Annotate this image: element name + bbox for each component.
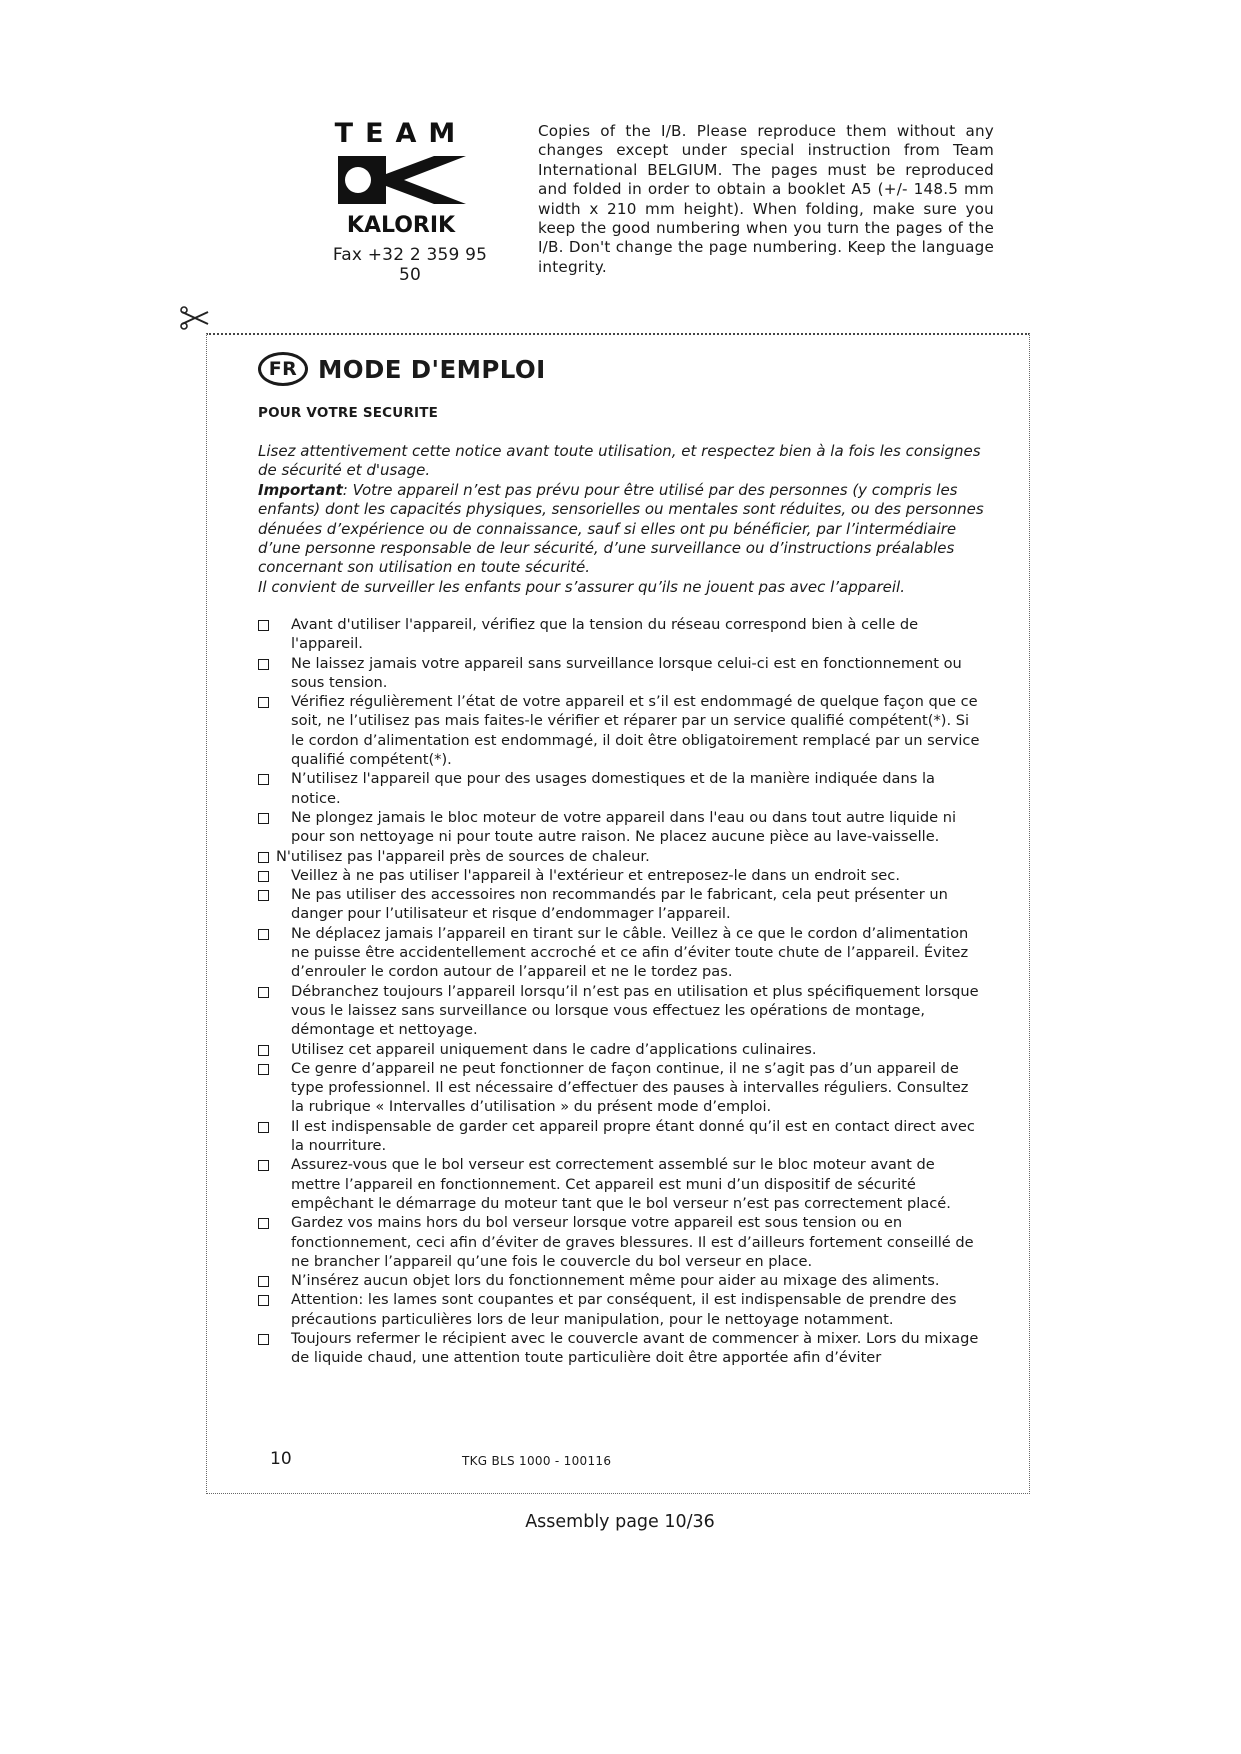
checkbox-bullet-icon [258,871,269,882]
checkbox-bullet-icon [258,774,269,785]
intro-paragraph: Lisez attentivement cette notice avant toute utilisation, et respectez bien à la fois les consignes de sécurité et d'usage. [258,442,981,480]
checkbox-bullet-icon [258,620,269,631]
checkbox-bullet-icon [258,1276,269,1287]
team-kalorik-logo [334,118,468,238]
kalorik-logo-icon [334,118,468,238]
checkbox-bullet-icon [258,1122,269,1133]
checkbox-bullet-icon [258,1334,269,1345]
print-instructions: Copies of the I/B. Please reproduce them without any changes except under special instruction from Team International BELGIUM. The pages must be reproduced and folded in order to obtain a booklet A5 (+/- 148.5 mm width x 210 mm height). When folding, make sure you keep the good numbering when you turn the pages of the I/B. Don't change the page numbering. Keep the language integrity. [538,122,994,276]
page-title: MODE D'EMPLOI [318,354,546,384]
children-warning: Il convient de surveiller les enfants pour s’assurer qu’ils ne jouent pas avec l’appareil. [258,577,905,596]
list-item: N’insérez aucun objet lors du fonctionnement même pour aider au mixage des aliments. [258,1271,986,1290]
assembly-page-label: Assembly page 10/36 [525,1512,715,1532]
intro-text [258,442,988,597]
scissors-icon [180,306,210,330]
list-item: Attention: les lames sont coupantes et par conséquent, il est indispensable de prendre des précautions particulières lors de leur manipulation, pour le nettoyage notamment. [258,1290,986,1329]
list-item: Débranchez toujours l’appareil lorsqu’il n’est pas en utilisation et plus spécifiquement lorsque vous le laissez sans surveillance ou lorsque vous effectuez les opérations de montage, démontage et nettoyage. [258,982,986,1040]
important-paragraph [258,481,988,578]
list-item: Ne plongez jamais le bloc moteur de votre appareil dans l'eau ou dans tout autre liquide ni pour son nettoyage ni pour toute autre raison. Ne placez aucune pièce au lave-vaisselle. [258,808,986,847]
checkbox-bullet-icon [258,1160,269,1171]
list-item: Ne pas utiliser des accessoires non recommandés par le fabricant, cela peut présenter un danger pour l’utilisateur et risque d’endommager l’appareil. [258,885,986,924]
checkbox-bullet-icon [258,813,269,824]
list-item: Il est indispensable de garder cet appareil propre étant donné qu’il est en contact direct avec la nourriture. [258,1117,986,1156]
list-item: N’utilisez l'appareil que pour des usages domestiques et de la manière indiquée dans la notice. [258,769,986,808]
safety-list [258,615,986,1368]
checkbox-bullet-icon [258,852,269,863]
checkbox-bullet-icon [258,659,269,670]
checkbox-bullet-icon [258,1295,269,1306]
checkbox-bullet-icon [258,987,269,998]
list-item: Ne déplacez jamais l’appareil en tirant sur le câble. Veillez à ce que le cordon d’alimentation ne puisse être accidentellement accroché et ce afin d’éviter toute chute de l’appareil. Évitez d’enrouler le cordon autour de l’appareil et ne le tordez pas. [258,924,986,982]
svg-text:TEAM: TEAM [334,118,468,149]
checkbox-bullet-icon [258,929,269,940]
list-item: Veillez à ne pas utiliser l'appareil à l'extérieur et entreposez-le dans un endroit sec. [258,866,986,885]
list-item: Toujours refermer le récipient avec le couvercle avant de commencer à mixer. Lors du mixage de liquide chaud, une attention toute particulière doit être apportée afin d’éviter [258,1329,986,1368]
checkbox-bullet-icon [258,697,269,708]
fax-number: Fax +32 2 359 95 50 [332,245,488,285]
page-title-row [258,352,546,386]
section-heading: POUR VOTRE SECURITE [258,405,439,421]
list-item: Ce genre d’appareil ne peut fonctionner de façon continue, il ne s’agit pas d’un appareil de type professionnel. Il est nécessaire d’effectuer des pauses à intervalles réguliers. Consultez la rubrique « Intervalles d’utilisation » du présent mode d’emploi. [258,1059,986,1117]
checkbox-bullet-icon [258,890,269,901]
checkbox-bullet-icon [258,1218,269,1229]
list-item: Assurez-vous que le bol verseur est correctement assemblé sur le bloc moteur avant de mettre l’appareil en fonctionnement. Cet appareil est muni d’un dispositif de sécurité empêchant le démarrage du moteur tant que le bol verseur n’est pas correctement placé. [258,1155,986,1213]
checkbox-bullet-icon [258,1064,269,1075]
svg-text:KALORIK: KALORIK [346,213,456,238]
list-item: Ne laissez jamais votre appareil sans surveillance lorsque celui-ci est en fonctionnement ou sous tension. [258,654,986,693]
important-text: : Votre appareil n’est pas prévu pour être utilisé par des personnes (y compris les enfants) dont les capacités physiques, sensorielles ou mentales sont réduites, ou des personnes dénuées d’expérience ou de connaissance, sauf si elles ont pu bénéficier, par l’intermédiaire d’une personne responsable de leur sécurité, d’une surveillance ou d’instructions préalables concernant son utilisation en toute sécurité. [258,480,984,577]
list-item: Utilisez cet appareil uniquement dans le cadre d’applications culinaires. [258,1040,986,1059]
document-code: TKG BLS 1000 - 100116 [462,1454,612,1468]
list-item: Gardez vos mains hors du bol verseur lorsque votre appareil est sous tension ou en fonctionnement, ceci afin d’éviter de graves blessures. Il est d’ailleurs fortement conseillé de ne brancher l’appareil qu’une fois le couvercle du bol verseur en place. [258,1213,986,1271]
checkbox-bullet-icon [258,1045,269,1056]
list-item: N'utilisez pas l'appareil près de sources de chaleur. [258,847,986,866]
list-item: Vérifiez régulièrement l’état de votre appareil et s’il est endommagé de quelque façon que ce soit, ne l’utilisez pas mais faites-le vérifier et réparer par un service qualifié compétent(*). Si le cordon d’alimentation est endommagé, il doit être obligatoirement remplacé par un service qualifié compétent(*). [258,692,986,769]
list-item: Avant d'utiliser l'appareil, vérifiez que la tension du réseau correspond bien à celle de l'appareil. [258,615,986,654]
important-label: Important [258,480,343,499]
language-badge: FR [258,352,308,386]
page-number: 10 [270,1449,292,1469]
